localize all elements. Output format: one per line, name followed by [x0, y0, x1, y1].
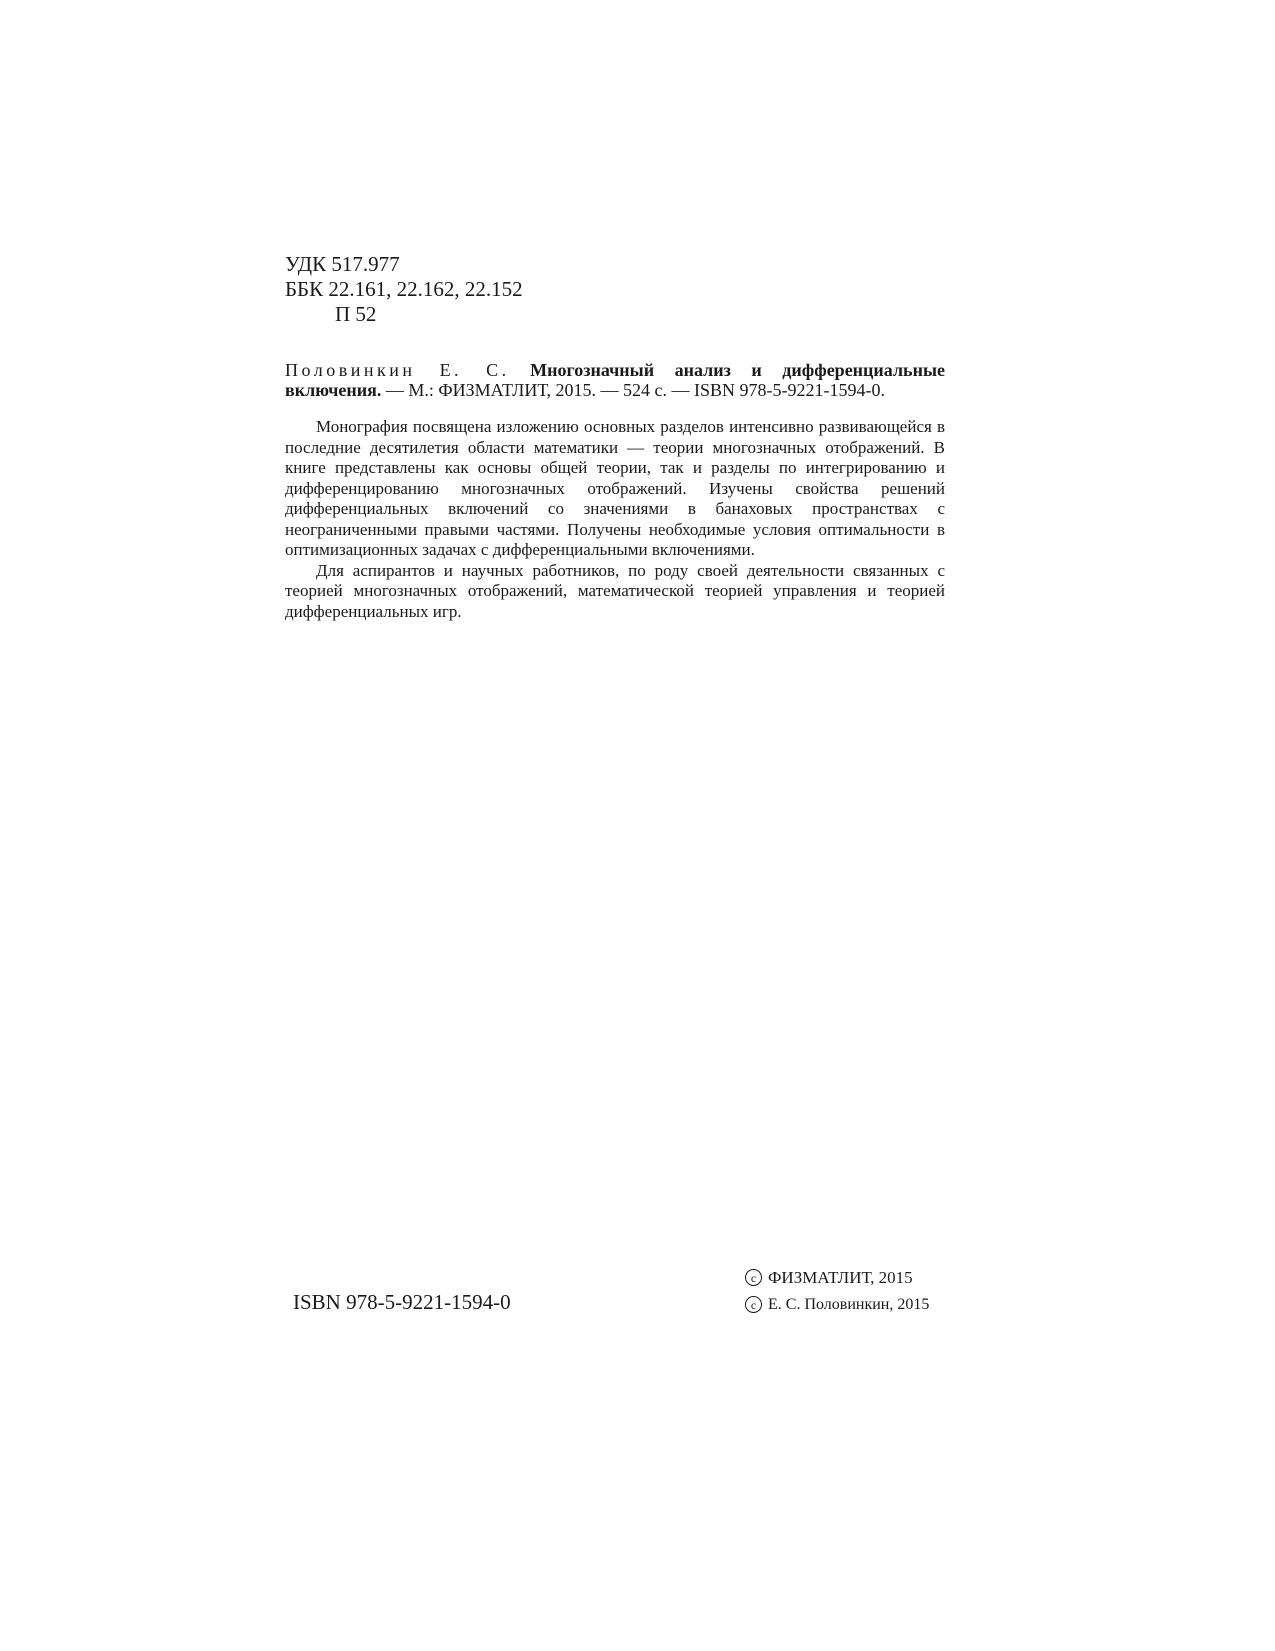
udk-code: УДК 517.977 [285, 252, 400, 276]
copyright-author: Е. С. Половинкин, 2015 [768, 1296, 930, 1313]
bbk-code: ББК 22.161, 22.162, 22.152 [285, 277, 523, 301]
isbn-number: ISBN 978-5-9221-1594-0 [293, 1290, 511, 1314]
abstract-paragraph: Для аспирантов и научных работников, по роду своей деятельности связанных с теорией многозначных отображений, математической теорией управления и теорией дифференциальных игр. [285, 560, 945, 621]
bibliographic-citation [285, 360, 945, 400]
citation-author: Половинкин Е. С. [285, 360, 510, 380]
author-mark: П 52 [335, 302, 377, 326]
citation-title: Многозначный анализ и дифференциальные включения. [285, 360, 945, 400]
classification-block [285, 252, 523, 327]
copyright-publisher-line [745, 1264, 929, 1291]
copyright-block [745, 1264, 929, 1318]
citation-publication: — М.: ФИЗМАТЛИТ, 2015. — 524 с. — ISBN 978-5-9221-1594-0. [385, 380, 886, 400]
abstract-paragraph: Монография посвящена изложению основных разделов интенсивно развивающейся в последние десятилетия области математики — теории многозначных отображений. В книге представлены как основы общей теории, так и разделы по интегрированию и дифференцированию многозначных отображений. Изучены свойства решений дифференциальных включений со значениями в банаховых пространствах с неограниченными правыми частями. Получены необходимые условия оптимальности в оптимизационных задачах с дифференциальными включениями. [285, 417, 945, 559]
abstract [285, 417, 945, 622]
copyright-publisher: ФИЗМАТЛИТ, 2015 [768, 1268, 913, 1287]
copyright-icon: c [745, 1296, 762, 1313]
copyright-icon: c [745, 1269, 762, 1286]
copyright-author-line [745, 1291, 929, 1318]
